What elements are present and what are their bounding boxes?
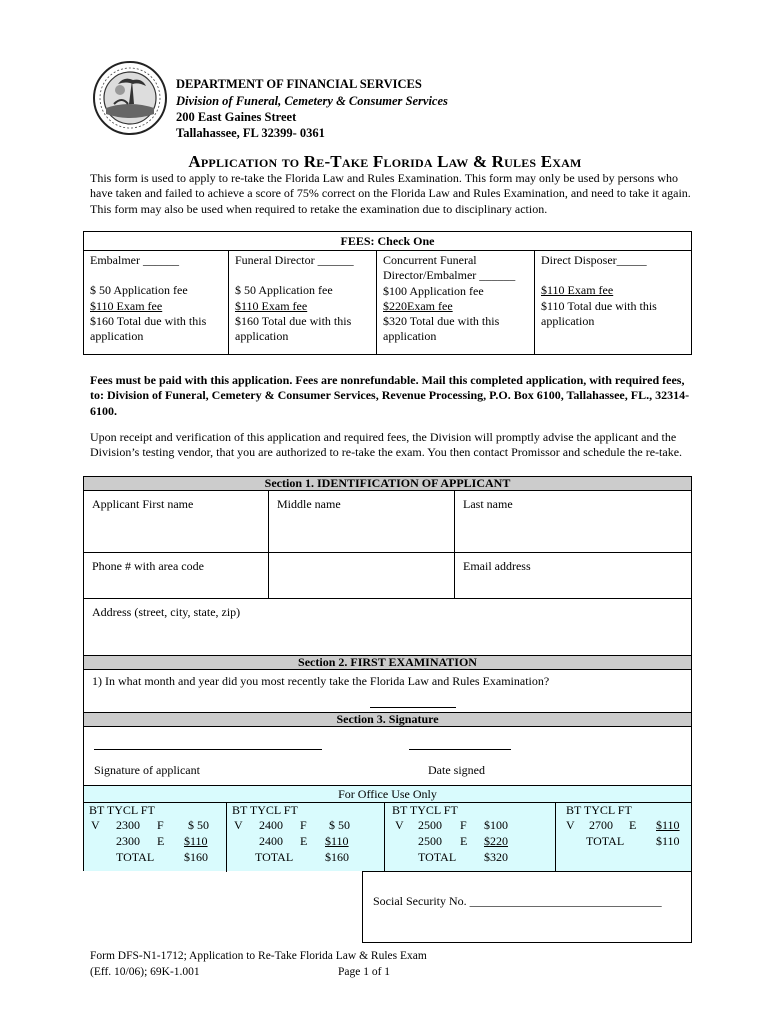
first-exam-date-line[interactable] <box>370 707 456 708</box>
date-signed-label: Date signed <box>428 763 485 777</box>
intro-text: This form is used to apply to re-take the Florida Law and Rules Examination. This form may only be used by persons who have taken and failed to achieve a score of 75% correct on the Florida Law and Rules Examination, and need to take it again. This form may also be used when required to retake the examination due to disciplinary action. <box>90 171 691 216</box>
florida-state-seal-icon <box>92 60 168 136</box>
email-field[interactable]: Email address <box>455 553 691 599</box>
section3-title: Section 3. Signature <box>84 712 691 727</box>
fee-option-funeral-director[interactable]: Funeral Director ______ $ 50 Application fee $110 Exam fee $160 Total due with this application <box>229 250 377 355</box>
fees-table <box>83 231 692 355</box>
office-col-concurrent: BT TYCL FT V 2500 F $100 2500 E $220 TOTAL $320 <box>385 802 556 872</box>
signature-label: Signature of applicant <box>94 763 200 777</box>
effective-date: (Eff. 10/06); 69K-1.001 <box>90 966 200 978</box>
fee-option-embalmer[interactable]: Embalmer ______ $ 50 Application fee $110 Exam fee $160 Total due with this application <box>84 250 229 355</box>
page-title: Application to Re-Take Florida Law & Rules Exam <box>188 152 582 171</box>
fee-option-direct-disposer[interactable]: Direct Disposer_____ $110 Exam fee $110 Total due with this application <box>541 253 657 328</box>
street-address: 200 East Gaines Street <box>176 110 297 124</box>
first-exam-question: 1) In what month and year did you most recently take the Florida Law and Rules Examination? <box>92 674 550 688</box>
office-col-direct-disposer: BT TYCL FT V 2700 E $110 TOTAL $110 <box>556 802 691 872</box>
last-name-field[interactable]: Last name <box>455 491 691 553</box>
section1-title: Section 1. IDENTIFICATION OF APPLICANT <box>84 476 691 491</box>
form-id: Form DFS-N1-1712; Application to Re-Take Florida Law & Rules Exam <box>90 950 427 962</box>
page-number: Page 1 of 1 <box>338 966 391 978</box>
application-form <box>83 476 692 871</box>
first-name-field[interactable]: Applicant First name <box>84 491 269 553</box>
date-signed-line[interactable] <box>409 749 511 750</box>
fee-option-concurrent[interactable]: Concurrent Funeral Director/Embalmer ______ $100 Application fee $220Exam fee $320 Total due with this application <box>377 250 535 355</box>
ssn-box[interactable] <box>362 871 692 943</box>
office-col-embalmer: BT TYCL FT V 2300 F $ 50 2300 E $110 TOTAL $160 <box>84 802 227 872</box>
section2-title: Section 2. FIRST EXAMINATION <box>84 655 691 670</box>
address-field[interactable]: Address (street, city, state, zip) <box>92 605 241 619</box>
city-address: Tallahassee, FL 32399- 0361 <box>176 126 325 140</box>
signature-line[interactable] <box>94 749 322 750</box>
office-use-title: For Office Use Only <box>338 787 437 801</box>
process-note: Upon receipt and verification of this application and required fees, the Division will promptly advise the applicant and the Division’s testing vendor, that you are authorized to re-take the exam. You then contact Promissor and schedule the re-take. <box>90 430 683 460</box>
office-col-funeral-director: BT TYCL FT V 2400 F $ 50 2400 E $110 TOTAL $160 <box>227 802 385 872</box>
fees-heading: FEES: Check One <box>84 232 691 251</box>
office-use-panel <box>84 785 691 871</box>
fees-note: Fees must be paid with this application. Fees are nonrefundable. Mail this completed application, with required fees, to: Division of Funeral, Cemetery & Consumer Services, Revenue Processing, P.O. Box 6100, Tallahassee, FL., 32314-6100. <box>90 373 690 418</box>
phone-field[interactable]: Phone # with area code <box>84 553 269 599</box>
phone-field-extra[interactable] <box>269 553 455 599</box>
ssn-label: Social Security No. ________________________________ <box>373 894 662 908</box>
division-name: Division of Funeral, Cemetery & Consumer Services <box>176 94 448 108</box>
department-name: DEPARTMENT OF FINANCIAL SERVICES <box>176 77 422 91</box>
middle-name-field[interactable]: Middle name <box>269 491 455 553</box>
